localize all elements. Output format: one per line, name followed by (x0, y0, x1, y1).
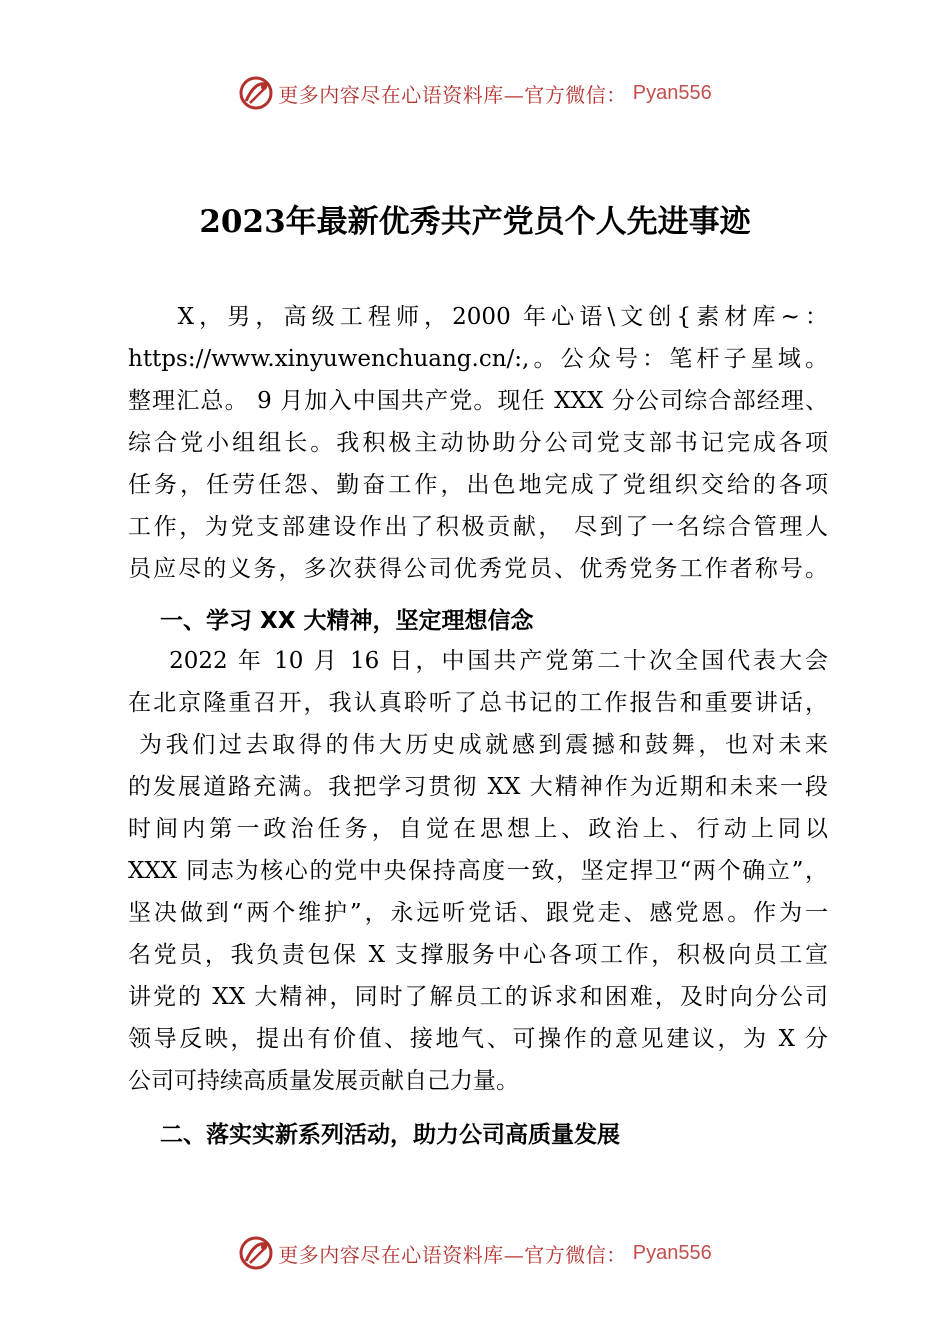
body-line: 综合党小组组长。我积极主动协助分公司党支部书记完成各项 (128, 430, 828, 456)
section-heading-2: 二、落实实新系列活动，助力公司高质量发展 (128, 1122, 621, 1148)
body-line: 的发展道路充满。我把学习贯彻 XX 大精神作为近期和未来一段 (128, 774, 828, 800)
body-line: 工作，为党支部建设作出了积极贡献， 尽到了一名综合管理人 (128, 514, 828, 540)
body-line: 讲党的 XX 大精神，同时了解员工的诉求和困难，及时向分公司 (128, 984, 828, 1010)
body-line: 坚决做到“两个维护”，永远听党话、跟党走、感党恩。作为一 (128, 900, 828, 926)
brand-logo-icon (238, 75, 274, 111)
header-banner (0, 71, 950, 115)
body-line: 领导反映，提出有价值、接地气、可操作的意见建议，为 X 分 (128, 1026, 828, 1052)
banner-text: 更多内容尽在心语资料库—官方微信： (278, 1242, 627, 1267)
body-line: 任务，任劳任怨、勤奋工作，出色地完成了党组织交给的各项 (128, 472, 828, 498)
body-line: 员应尽的义务，多次获得公司优秀党员、优秀党务工作者称号。 (128, 556, 828, 582)
body-line: 名党员，我负责包保 X 支撑服务中心各项工作，积极向员工宣 (128, 942, 828, 968)
body-line: XXX 同志为核心的党中央保持高度一致，坚定捍卫“两个确立”， (128, 858, 828, 884)
page-title: 2023年最新优秀共产党员个人先进事迹 (199, 204, 751, 240)
body-line: 2022 年 10 月 16 日，中国共产党第二十次全国代表大会 (128, 648, 828, 674)
body-line: https://www.xinyuwenchuang.cn/:,。公众号：笔杆子星域。 (128, 346, 828, 372)
body-line: 时间内第一政治任务，自觉在思想上、政治上、行动上同以 (128, 816, 828, 842)
body-line: X，男，高级工程师，2000 年心语\文创{素材库~： (128, 304, 828, 330)
banner-wechat-id: Pyan556 (632, 1241, 712, 1264)
banner-text: 更多内容尽在心语资料库—官方微信： (278, 82, 627, 107)
body-line: 公司可持续高质量发展贡献自己力量。 (128, 1068, 519, 1094)
body-line: 在北京隆重召开，我认真聆听了总书记的工作报告和重要讲话， (128, 690, 828, 716)
body-line: 整理汇总。 9 月加入中国共产党。现任 XXX 分公司综合部经理、 (128, 388, 828, 414)
body-line: 为我们过去取得的伟大历史成就感到震撼和鼓舞，也对未来 (128, 732, 828, 758)
footer-banner (0, 1231, 950, 1275)
banner-wechat-id: Pyan556 (632, 81, 712, 104)
brand-logo-icon (238, 1235, 274, 1271)
section-heading-1: 一、学习 XX 大精神，坚定理想信念 (128, 608, 534, 634)
